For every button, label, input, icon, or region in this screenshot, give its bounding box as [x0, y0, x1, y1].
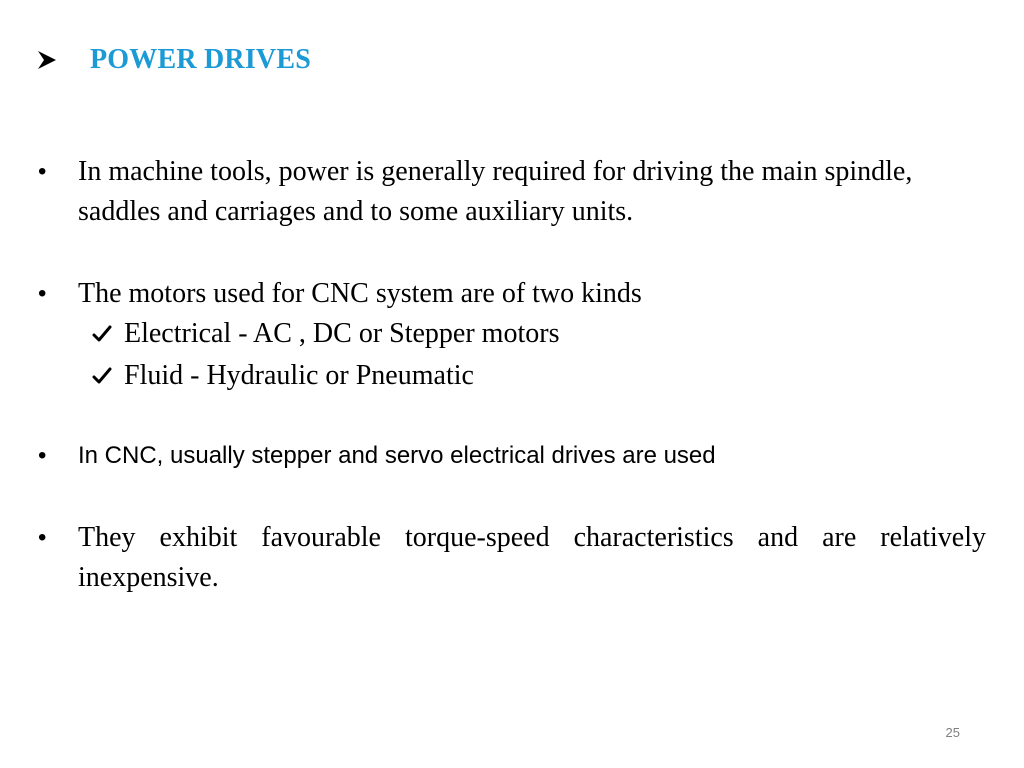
sub-item-text: Fluid - Hydraulic or Pneumatic [124, 360, 474, 391]
bullet-dot-icon: • [38, 280, 47, 307]
bullet-text: The motors used for CNC system are of two kinds [78, 278, 642, 309]
bullet-text: In machine tools, power is generally required for driving the main spindle, saddles and carriages and to some auxiliary units. [78, 156, 913, 227]
sub-item-text: Electrical - AC , DC or Stepper motors [124, 318, 560, 349]
bullet-item [38, 518, 986, 598]
bullet-item [38, 436, 986, 476]
slide-title: POWER DRIVES [90, 44, 311, 75]
bullet-item [38, 152, 986, 232]
sub-item [92, 356, 474, 396]
bullet-text: In CNC, usually stepper and servo electrical drives are used [78, 442, 716, 469]
page-number: 25 [945, 725, 960, 740]
bullet-dot-icon: • [38, 158, 47, 185]
slide-title-row [36, 36, 311, 84]
bullet-dot-icon: • [38, 524, 47, 551]
checkmark-icon [92, 366, 112, 386]
bullet-dot-icon: • [38, 442, 47, 469]
sub-item [92, 314, 559, 354]
arrow-bullet-icon [36, 49, 58, 71]
bullet-text: They exhibit favourable torque-speed characteristics and are relatively inexpensive. [78, 522, 986, 593]
bullet-item [38, 274, 986, 314]
checkmark-icon [92, 324, 112, 344]
